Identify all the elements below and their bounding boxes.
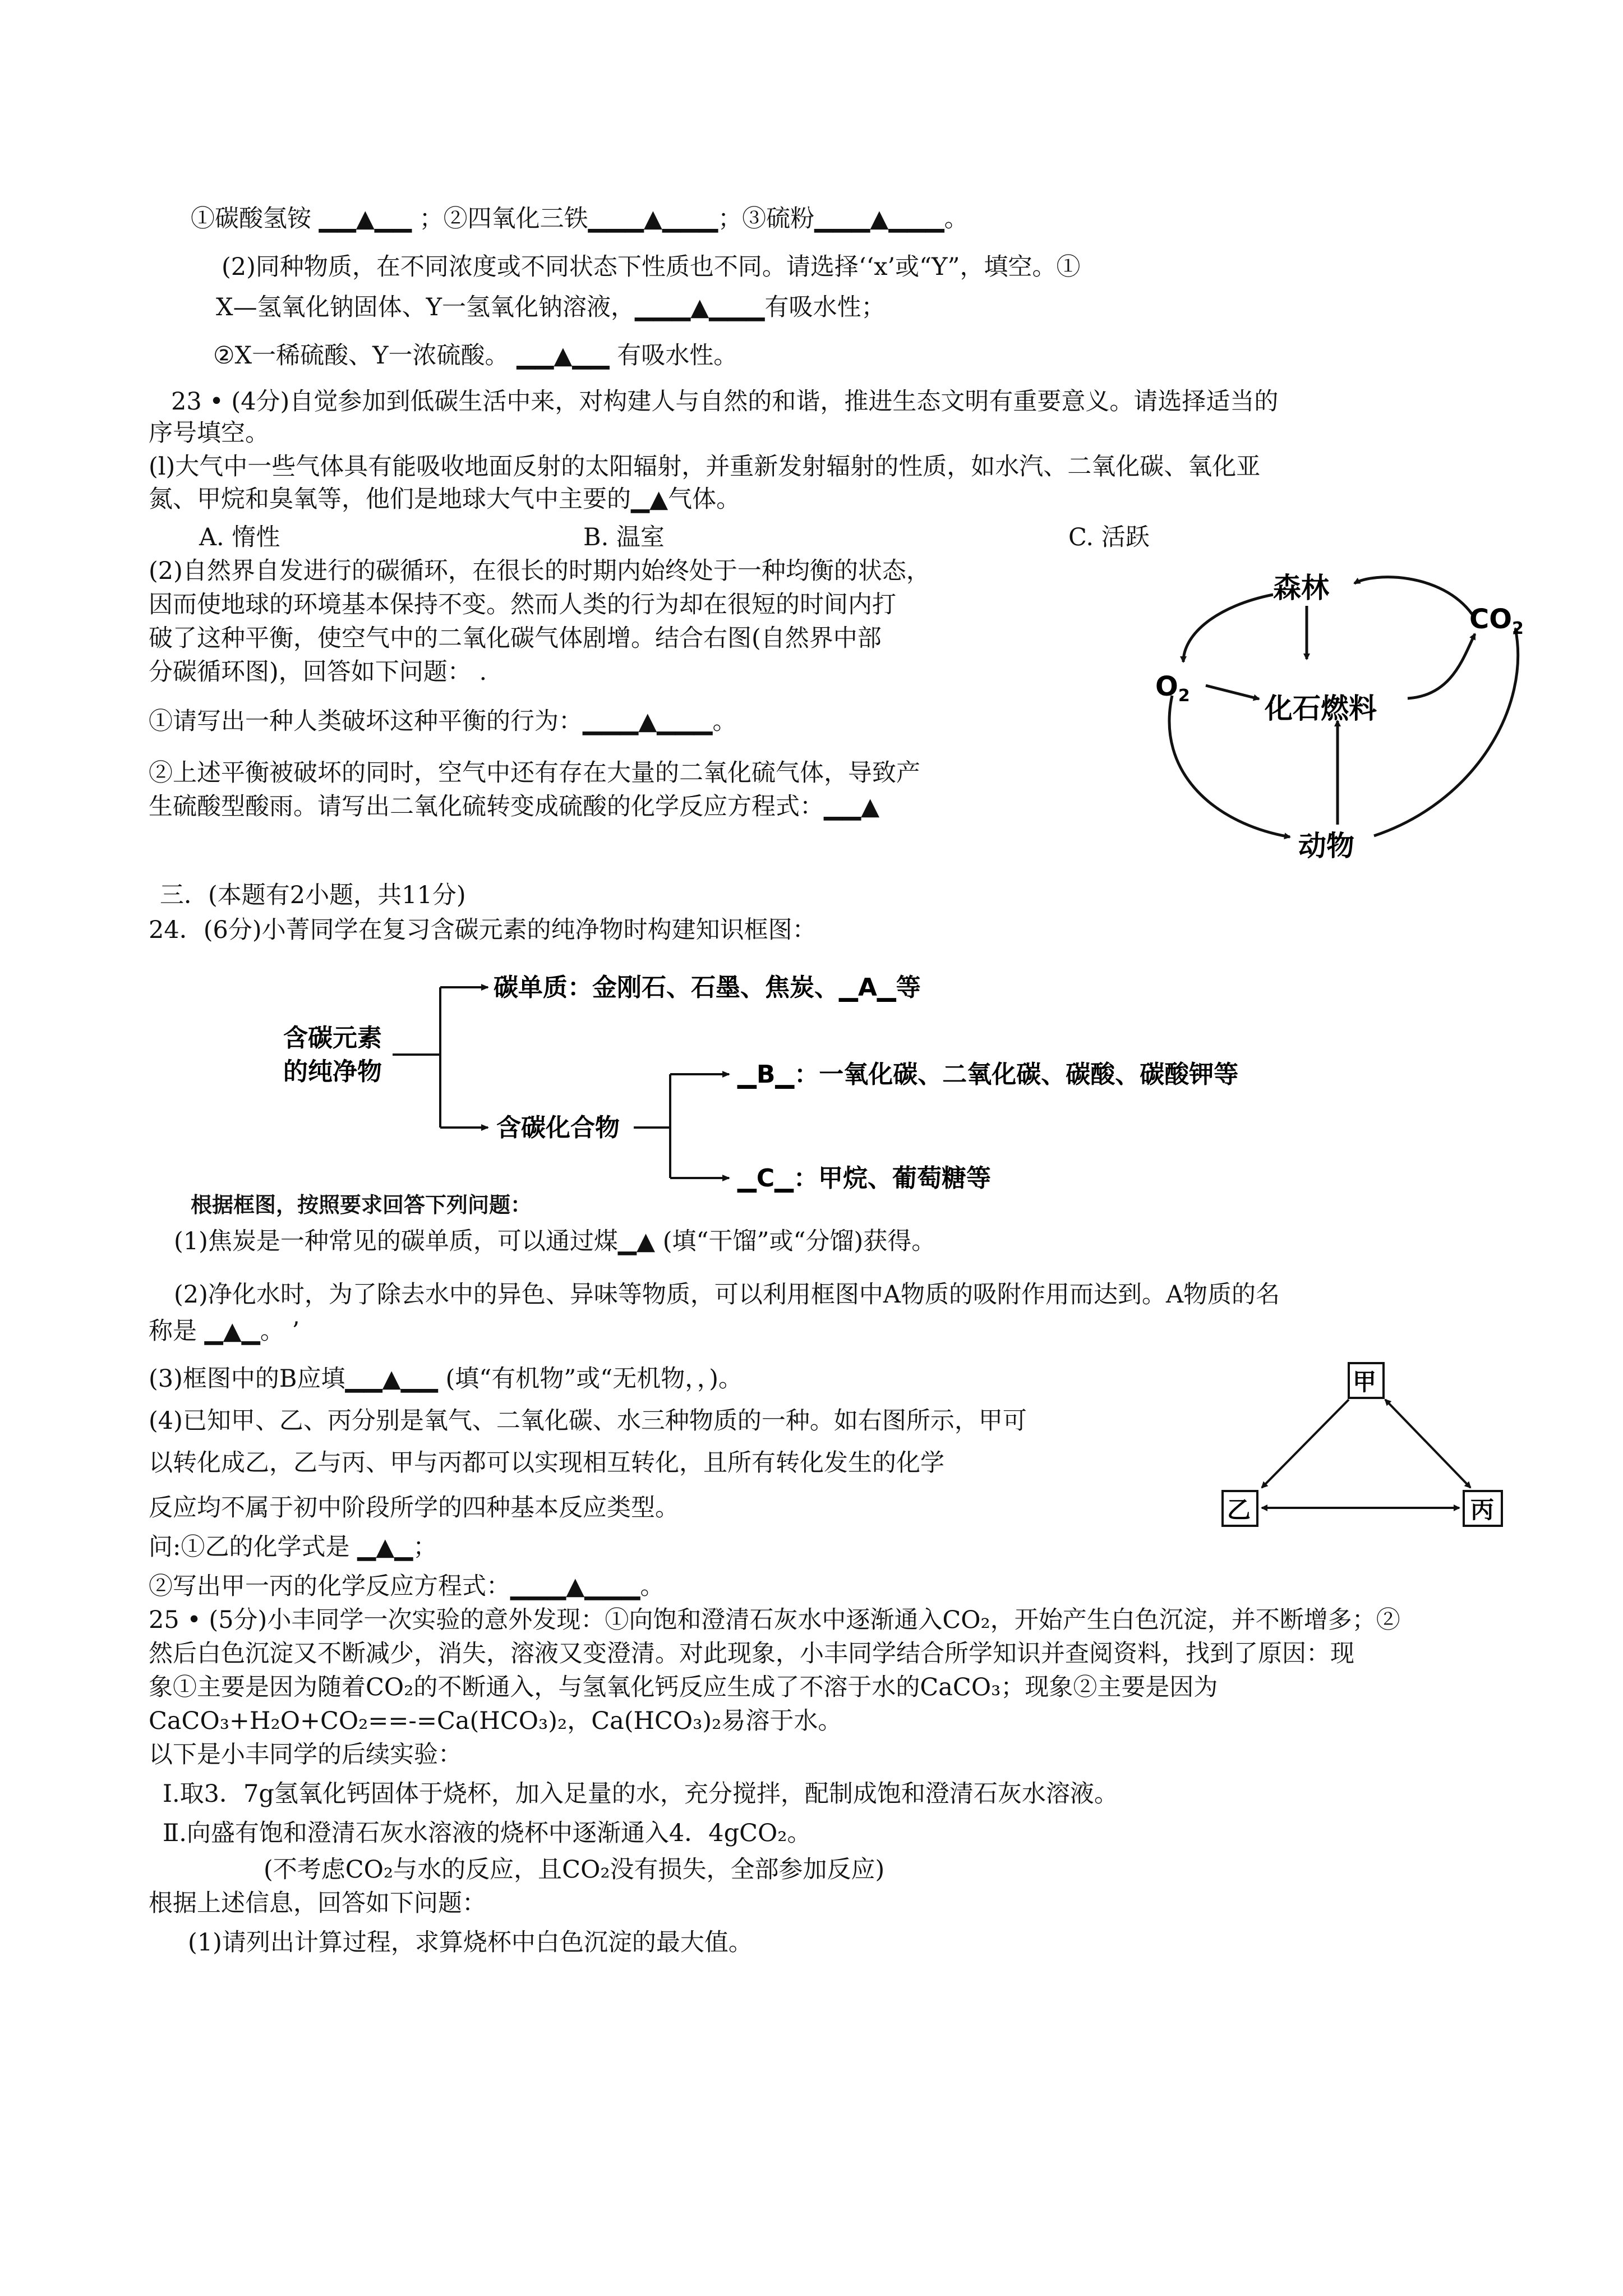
q23-line1: 23 • (4分)自觉参加到低碳生活中来，对构建人与自然的和谐，推进生态文明有重要意义。请选择适当的	[171, 388, 1279, 416]
q23-line7: 破了这种平衡，使空气中的二氧化碳气体剧增。结合右图(自然界中部	[149, 624, 882, 652]
q23-line3: (l)大气中一些气体具有能吸收地面反射的太阳辐射，并重新发射辐射的性质，如水汽、二氧化碳、氧化亚	[149, 453, 1261, 481]
forest-label: 森林	[1273, 572, 1329, 604]
bing-label: 丙	[1470, 1496, 1495, 1524]
tree-simple-carbon: 碳单质：金刚石、石墨、焦炭、▁A▁等	[494, 973, 921, 1002]
q23-line5: (2)自然界自发进行的碳循环，在很长的时期内始终处于一种均衡的状态，	[149, 557, 930, 585]
q25-line5: 以下是小丰同学的后续实验：	[149, 1741, 462, 1769]
q25-line1: 25 • (5分)小丰同学一次实验的意外发现：①向饱和澄清石灰水中逐渐通入CO₂，开始产生白色沉淀，并不断增多；②	[149, 1606, 1400, 1634]
q24-p4c: 反应均不属于初中阶段所学的四种基本反应类型。	[149, 1494, 679, 1522]
q24-p1: (1)焦炭是一种常见的碳单质，可以通过煤▁▲ (填“干馏”或“分馏)获得。	[174, 1227, 936, 1255]
o2-label: $O_2$	[1155, 671, 1190, 706]
q25-line10: (1)请列出计算过程，求算烧杯中白色沉淀的最大值。	[188, 1929, 753, 1957]
q23-line2: 序号填空。	[149, 419, 269, 447]
q25-line6: Ⅰ.取3．7g氢氧化钙固体于烧杯，加入足量的水，充分搅拌，配制成饱和澄清石灰水溶液。	[163, 1780, 1118, 1808]
q23-line11: 生硫酸型酸雨。请写出二氧化硫转变成硫酸的化学反应方程式：▁▁▲	[149, 793, 880, 821]
q25-line4: CaCO₃+H₂O+CO₂==-=Ca(HCO₃)₂，Ca(HCO₃)₂易溶于水。	[149, 1707, 842, 1735]
carbon-substance-tree	[264, 954, 1363, 1217]
animal-label: 动物	[1298, 830, 1354, 862]
section-3-title: 三．(本题有2小题，共11分)	[160, 881, 466, 909]
q25-line7: Ⅱ.向盛有饱和澄清石灰水溶液的烧杯中逐渐通入4．4gCO₂。	[163, 1819, 811, 1847]
co2-label: $CO_2$	[1469, 604, 1524, 638]
tree-compound: 含碳化合物	[496, 1114, 620, 1142]
q24-p3: (3)框图中的B应填▁▁▲▁▁ (填“有机物”或“无机物，，)。	[149, 1365, 743, 1393]
fossil-fuel-label: 化石燃料	[1265, 692, 1377, 725]
q24-line1: 24．(6分)小菁同学在复习含碳元素的纯净物时构建知识框图：	[149, 916, 817, 944]
q25-line8: (不考虑CO₂与水的反应，且CO₂没有损失，全部参加反应)	[264, 1856, 885, 1884]
q24-p4e: ②写出甲一丙的化学反应方程式：▁▁▁▲▁▁▁。	[149, 1572, 665, 1600]
q22-line3: X—氢氧化钠固体、Y一氢氧化钠溶液，▁▁▁▲▁▁▁有吸水性；	[216, 293, 886, 321]
q25-line9: 根据上述信息，回答如下问题：	[149, 1889, 486, 1917]
q24-p2a: (2)净化水时，为了除去水中的异色、异味等物质，可以利用框图中A物质的吸附作用而达到。A物质的名	[174, 1281, 1280, 1309]
tree-root-line1: 含碳元素	[283, 1024, 382, 1052]
tree-organic: ▁C▁：甲烷、葡萄糖等	[737, 1164, 991, 1193]
tree-root-line2: 的纯净物	[283, 1057, 382, 1086]
q24-p2b: 称是 ▁▲▁。 ’	[149, 1317, 300, 1345]
carbon-cycle-diagram	[1138, 561, 1542, 875]
q23-line10: ②上述平衡被破坏的同时，空气中还有存在大量的二氧化硫气体，导致产	[149, 759, 920, 787]
q23-line9: ①请写出一种人类破坏这种平衡的行为：▁▁▁▲▁▁▁。	[149, 707, 737, 735]
yi-label: 乙	[1227, 1496, 1251, 1524]
q22-line1: ①碳酸氢铵 ▁▁▲▁▁ ；②四氧化三铁▁▁▁▲▁▁▁；③硫粉▁▁▁▲▁▁▁。	[191, 205, 969, 233]
jia-label: 甲	[1353, 1368, 1377, 1396]
q22-line2: (2)同种物质，在不同浓度或不同状态下性质也不同。请选择‘‘x’或“Y”，填空。①	[222, 253, 1081, 281]
q24-p4d: 问:①乙的化学式是 ▁▲▁；	[149, 1533, 437, 1561]
q23-line4: 氮、甲烷和臭氧等，他们是地球大气中主要的▁▲气体。	[149, 485, 741, 513]
q24-instruction: 根据框图，按照要求回答下列问题：	[191, 1193, 532, 1217]
q25-line2: 然后白色沉淀又不断减少，消失，溶液又变澄清。对此现象，小丰同学结合所学知识并查阅资料，找到了原因：现	[149, 1640, 1354, 1668]
q23-option-a: A. 惰性	[199, 523, 280, 551]
tree-inorganic: ▁B▁：一氧化碳、二氧化碳、碳酸、碳酸钾等	[737, 1060, 1239, 1089]
q25-line3: 象①主要是因为随着CO₂的不断通入，与氢氧化钙反应生成了不溶于水的CaCO₃；现象②主要是因为	[149, 1673, 1218, 1701]
q22-line4: ②X一稀硫酸、Y一浓硫酸。 ▁▁▲▁▁ 有吸水性。	[213, 342, 738, 370]
q23-line8: 分碳循环图)，回答如下问题： .	[149, 658, 487, 686]
q23-line6: 因而使地球的环境基本保持不变。然而人类的行为却在很短的时间内打	[149, 591, 896, 619]
q23-option-c: C. 活跃	[1068, 523, 1150, 551]
q23-option-b: B. 温室	[583, 523, 665, 551]
triangle-diagram	[1217, 1358, 1520, 1537]
q24-p4a: (4)已知甲、乙、丙分别是氧气、二氧化碳、水三种物质的一种。如右图所示，甲可	[149, 1407, 1027, 1435]
q24-p4b: 以转化成乙，乙与丙、甲与丙都可以实现相互转化，且所有转化发生的化学	[149, 1449, 944, 1477]
